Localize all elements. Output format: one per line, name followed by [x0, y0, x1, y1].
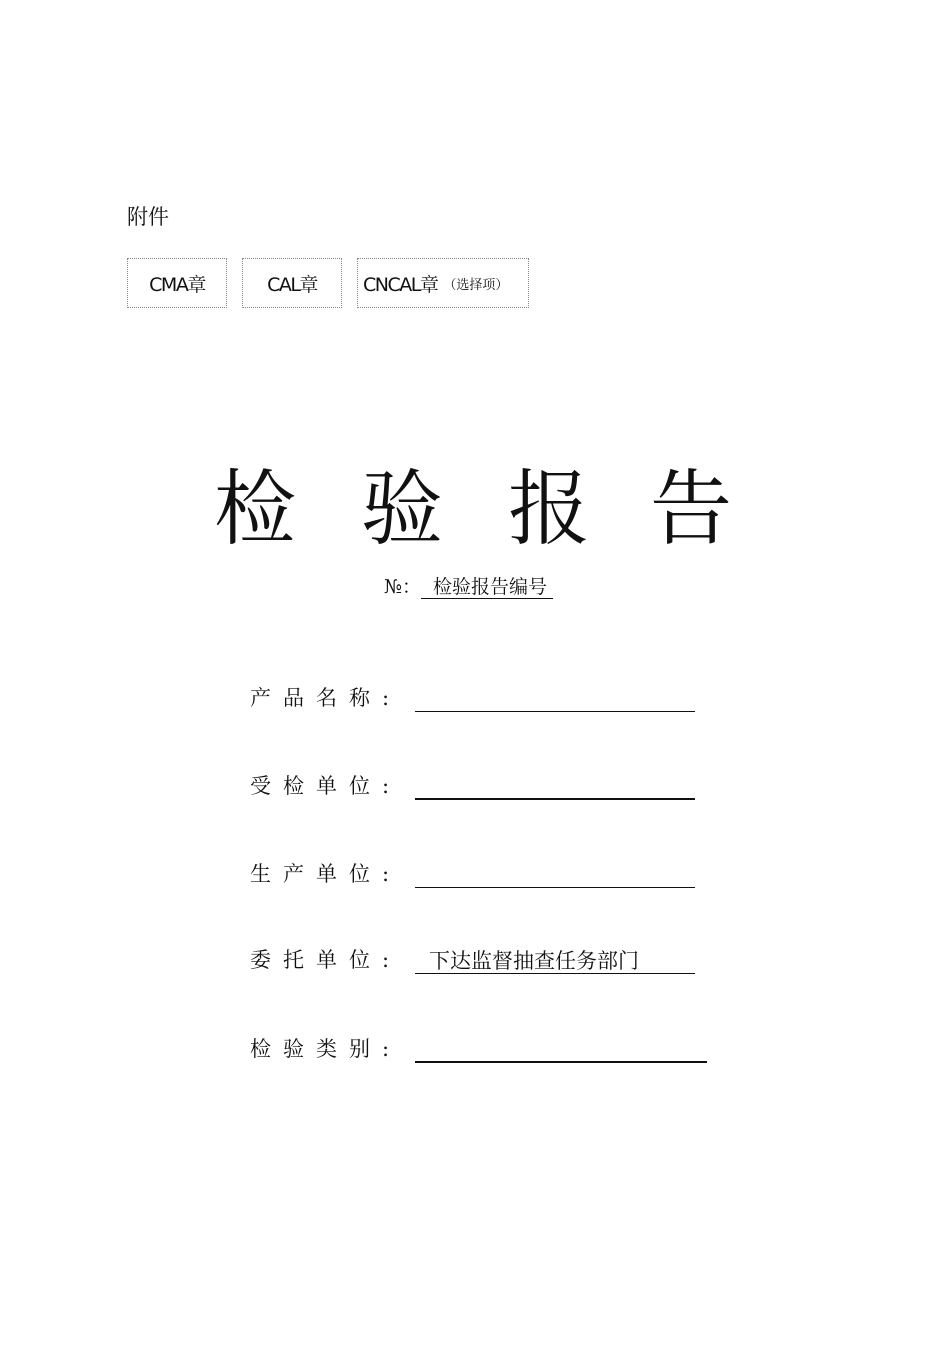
field-label: 受检单位:: [250, 774, 402, 798]
cma-stamp-label: CMA章: [149, 273, 205, 296]
report-number-prefix: №：: [384, 576, 421, 598]
title-char: 检: [213, 462, 296, 557]
cncal-stamp-label: CNCAL章: [363, 273, 438, 296]
field-label: 检验类别:: [250, 1037, 402, 1061]
field-label: 委托单位:: [250, 948, 402, 972]
cal-stamp-label: CAL章: [267, 273, 317, 296]
title-char: 报: [507, 462, 590, 557]
cma-stamp-box: [127, 258, 227, 308]
field-label: 生产单位:: [250, 862, 402, 886]
cncal-stamp-box: [357, 258, 529, 308]
field-value: [415, 862, 695, 888]
field-value: [415, 686, 695, 712]
field-label: 产品名称:: [250, 686, 402, 710]
attachment-label: 附件: [127, 205, 169, 229]
report-number: [384, 574, 553, 600]
cal-stamp-box: [242, 258, 342, 308]
title-char: 验: [360, 462, 443, 557]
field-value: [415, 774, 695, 800]
field-value: 下达监督抽查任务部门: [415, 948, 695, 974]
cncal-stamp-note: （选择项）: [443, 277, 509, 293]
report-number-value: 检验报告编号: [421, 576, 553, 599]
title-char: 告: [649, 462, 732, 557]
field-value: [415, 1037, 707, 1063]
